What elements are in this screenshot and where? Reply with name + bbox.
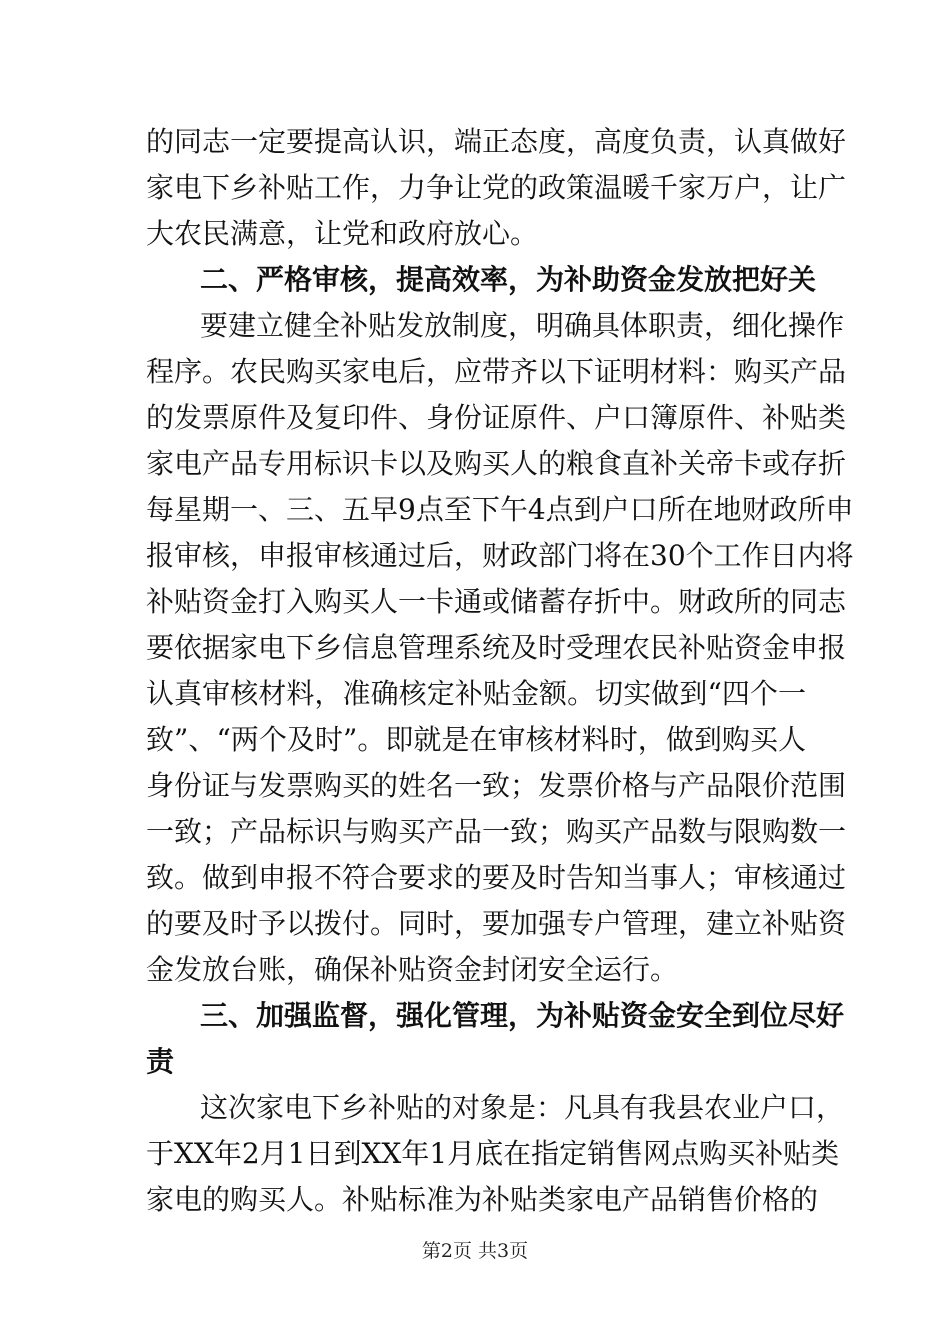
body-text-line: 补贴资金打入购买人一卡通或储蓄存折中。财政所的同志 [146, 585, 847, 618]
body-text-line: 于XX年2月1日到XX年1月底在指定销售网点购买补贴类 [146, 1137, 840, 1170]
body-text-line: 家电的购买人。补贴标准为补贴类家电产品销售价格的 [146, 1183, 819, 1216]
body-text-line: 每星期一、三、五早9点至下午4点到户口所在地财政所申 [146, 493, 854, 526]
section-heading-2: 二、严格审核，提高效率，为补助资金发放把好关 [200, 263, 817, 296]
body-text-line: 金发放台账，确保补贴资金封闭安全运行。 [146, 953, 679, 986]
body-text-line: 致。做到申报不符合要求的要及时告知当事人；审核通过 [146, 861, 847, 894]
section-heading-3: 三、加强监督，强化管理，为补贴资金安全到位尽好 [200, 999, 845, 1032]
body-text-line: 致”、“两个及时”。即就是在审核材料时，做到购买人 [146, 723, 806, 756]
page-footer: 第2页 共3页 [421, 1240, 529, 1262]
body-text-line: 家电下乡补贴工作，力争让党的政策温暖千家万户，让广 [146, 171, 847, 204]
body-text-line: 这次家电下乡补贴的对象是：凡具有我县农业户口， [200, 1091, 845, 1124]
body-text-line: 要依据家电下乡信息管理系统及时受理农民补贴资金申报 [146, 631, 847, 664]
body-text-line: 身份证与发票购买的姓名一致；发票价格与产品限价范围 [146, 769, 847, 802]
body-text-line: 的同志一定要提高认识，端正态度，高度负责，认真做好 [146, 125, 847, 158]
body-text-line: 家电产品专用标识卡以及购买人的粮食直补关帝卡或存折 [146, 447, 847, 480]
body-text-line: 的要及时予以拨付。同时，要加强专户管理，建立补贴资 [146, 907, 847, 940]
body-text-line: 大农民满意，让党和政府放心。 [146, 217, 539, 250]
body-text-line: 要建立健全补贴发放制度，明确具体职责，细化操作 [200, 309, 845, 342]
section-heading-3-cont: 责 [146, 1045, 175, 1078]
body-text-line: 程序。农民购买家电后，应带齐以下证明材料：购买产品 [146, 355, 847, 388]
body-text-line: 的发票原件及复印件、身份证原件、户口簿原件、补贴类 [146, 401, 847, 434]
body-text-line: 认真审核材料，准确核定补贴金额。切实做到“四个一 [146, 677, 806, 710]
body-text-line: 报审核，申报审核通过后，财政部门将在30个工作日内将 [146, 539, 854, 572]
body-text-line: 一致；产品标识与购买产品一致；购买产品数与限购数一 [146, 815, 847, 848]
